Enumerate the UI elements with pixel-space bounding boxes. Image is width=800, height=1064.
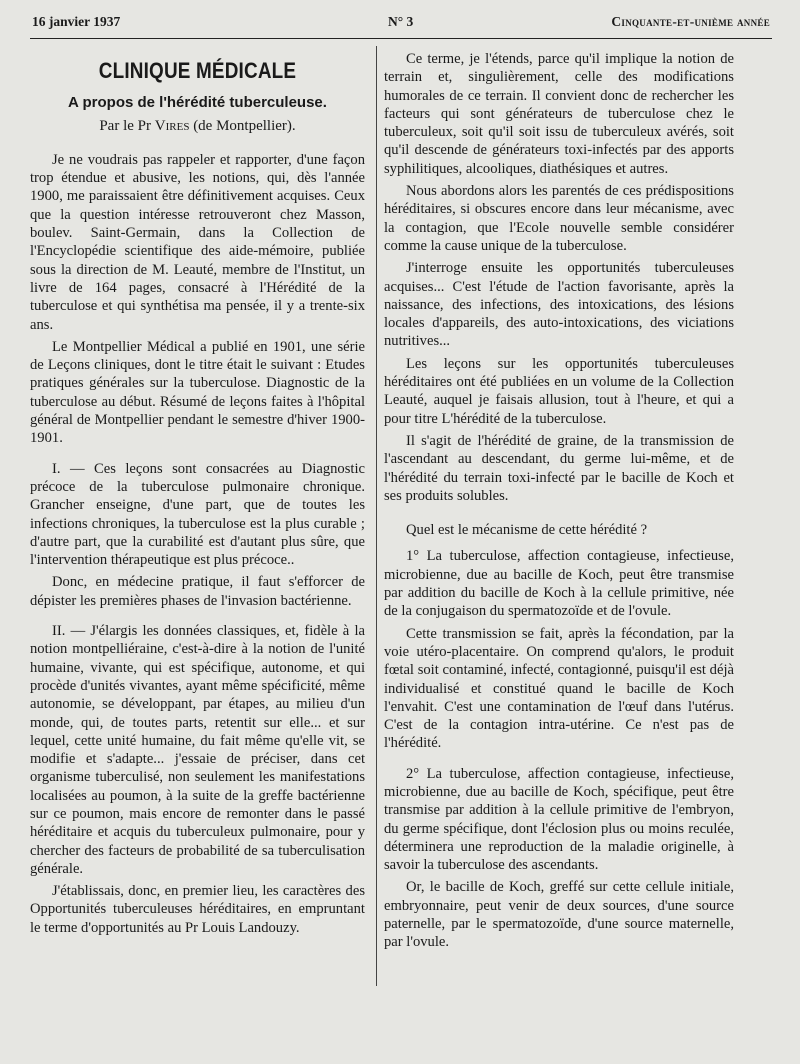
paragraph: II. — J'élargis les données classiques, et, fidèle à la notion montpelliéraine, c'est-à-dire à la notion de l'unité humaine, vivante, qui est spécifique, autonome, et qui procède d'unités vivantes, ayant même spécificité, même autonomie, se développant, par étapes, au milieu d'un monde, qui, de toutes parts, retentit sur elle... et sur lequel, cette unité humaine, du fait même qu'elle vit, se modifie et s'adapte... j'essaie de préciser, dans cet organisme tuberculisé, non seulement les manifestations localisées au poumon, à la suite de la greffe bactérienne sur ce poumon, mais encore de remonter dans le passé héréditaire et acquis du tuberculeux pulmonaire, pour y chercher des facteurs de probabilité de sa tuberculisation générale. xyxy=(30,623,365,877)
byline-suffix: (de Montpellier). xyxy=(193,117,296,134)
paragraph: Je ne voudrais pas rappeler et rapporter, d'une façon trop étendue et abusive, les notions, qui, dès l'année 1900, me paraissaient être définitivement acquises. Ceux que la question intéresse retrouveront chez Masson, boulev. Saint-Germain, dans la Collection de l'Encyclopédie scientifique des aide-mémoire, publiée sous la direction de M. Leauté, membre de l'Institut, un livre de 164 pages, consacré à l'Hérédité de la tuberculose et qui synthétisa ma pensée, il y a trente-six ans. xyxy=(30,151,365,333)
paragraph: Nous abordons alors les parentés de ces prédispositions héréditaires, si obscures encore dans leur mécanisme, avec la contagion, que l'Ecole nouvelle semble considérer comme la cause unique de la tuberculose. xyxy=(384,183,734,254)
page-header xyxy=(32,14,770,34)
section-title: CLINIQUE MÉDICALE xyxy=(98,58,297,83)
section-question: Quel est le mécanisme de cette hérédité ? xyxy=(406,522,648,539)
paragraph: J'établissais, donc, en premier lieu, les caractères des Opportunités tuberculeuses héréditaires, en empruntant le terme d'opportunités au Pr Louis Landouzy. xyxy=(30,883,365,936)
paragraph: Or, le bacille de Koch, greffé sur cette cellule initiale, embryonnaire, peut venir de deux sources, d'une source paternelle, par le spermatozoïde, d'une source maternelle, par l'ovule. xyxy=(384,879,734,951)
byline xyxy=(30,117,365,135)
paragraph: Ce terme, je l'étends, parce qu'il implique la notion de terrain et, singulièrement, celle des modifications humorales de ce terrain. Il convient donc de rechercher les facteurs qui sont générateurs de tuberculose chez le tuberculeux, soit qu'il soit issu de tuberculeux avérés, soit qu'il descende de générateurs toxi-infectés par des apports syphilitiques, alcooliques, diathésiques et autres. xyxy=(384,51,734,177)
byline-author: Vires xyxy=(154,117,190,134)
issue-date: 16 janvier 1937 xyxy=(32,14,121,29)
issue-number: N° 3 xyxy=(388,14,414,29)
paragraph: J'interroge ensuite les opportunités tuberculeuses acquises... C'est l'étude de l'action favorisante, après la naissance, des infections, des intoxications, des lésions locales d'appareils, des auto-intoxications, des viciations nutritives... xyxy=(384,260,734,350)
article-title: A propos de l'hérédité tuberculeuse. xyxy=(68,94,327,112)
paragraph: I. — Ces leçons sont consacrées au Diagnostic précoce de la tuberculose pulmonaire chronique. Grancher enseigne, d'une part, que de toutes les infections chroniques, la tuberculose est la plus curable ; d'autre part, que la curabilité est d'autant plus sûre, que l'intervention thérapeutique est plus précoce.. xyxy=(30,460,365,569)
paragraph: Il s'agit de l'hérédité de graine, de la transmission de l'ascendant au descendant, du germe lui-même, et de l'hérédité du terrain toxi-infecté par le bacille de Koch et ses produits solubles. xyxy=(384,432,734,504)
paragraph: Les leçons sur les opportunités tuberculeuses héréditaires ont été publiées en un volume de la Collection Leauté, auquel je faisais allusion, tout à l'heure, et qui a pour titre L'hérédité de la tuberculose. xyxy=(384,355,734,427)
byline-prefix: Par le Pr xyxy=(99,117,152,134)
paragraph: Le Montpellier Médical a publié en 1901, une série de Leçons cliniques, dont le titre était le suivant : Etudes pratiques générales sur la tuberculose. Diagnostic de la tuberculose au début. Résumé de leçons faites à l'hôpital général de Montpellier pendant le semestre d'hiver 1900-1901. xyxy=(30,338,365,447)
column-divider xyxy=(376,46,377,986)
paragraph: 2° La tuberculose, affection contagieuse, infectieuse, microbienne, due au bacille de Koch, spécifique, peut être transmise par addition à la cellule primitive de l'embryon, du germe spécifique, dont l'éclosion plus ou moins reculée, déterminera une reproduction de la maladie originelle, à savoir la tuberculose des ascendants. xyxy=(384,765,734,874)
paragraph: Cette transmission se fait, après la fécondation, par la voie utéro-placentaire. On comprend qu'alors, le produit fœtal soit contaminé, infecté, contagionné, puisqu'il est déjà individualisé et constitué quand le bacille de Koch l'envahit. C'est une contamination de l'œuf dans l'utérus. C'est de la contagion intra-utérine. Ce n'est pas de l'hérédité. xyxy=(384,625,734,752)
right-column xyxy=(384,50,734,956)
paragraph: Donc, en médecine pratique, il faut s'efforcer de dépister les premières phases de l'invasion bactérienne. xyxy=(30,574,365,609)
left-column xyxy=(30,50,365,941)
header-rule xyxy=(30,38,772,39)
publication-year: Cinquante-et-unième année xyxy=(611,14,770,29)
paragraph: 1° La tuberculose, affection contagieuse, infectieuse, microbienne, due au bacille de Koch, peut être transmise par addition du bacille de Koch à la cellule primitive, née de la conjugaison du spermatozoïde et de l'ovule. xyxy=(384,548,734,620)
